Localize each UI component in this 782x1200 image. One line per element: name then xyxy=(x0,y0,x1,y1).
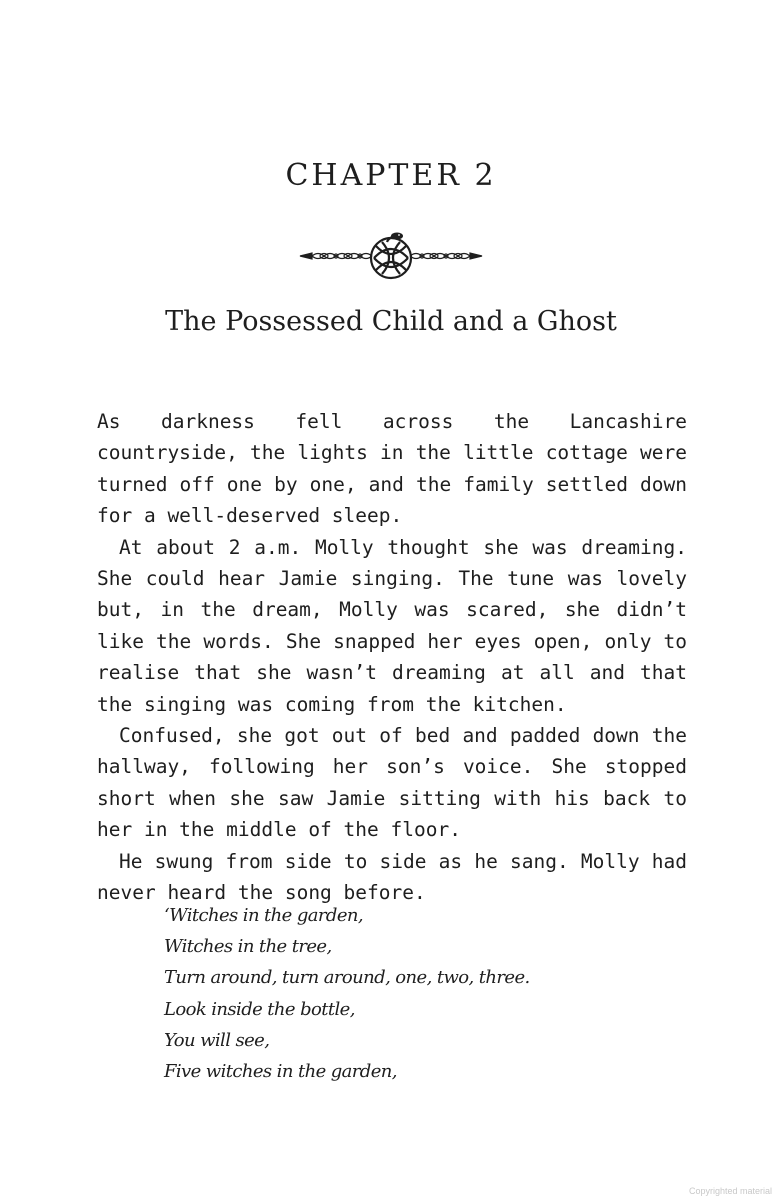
paragraph: As darkness fell across the Lancashire countryside, the lights in the little cottage were turned off one by one, and the family settled down for a well-deserved sleep. xyxy=(97,410,687,528)
chapter-body xyxy=(97,406,687,909)
song-verse xyxy=(164,900,684,1087)
copyright-watermark: Copyrighted material xyxy=(688,1186,772,1196)
verse-line: ‘Witches in the garden, xyxy=(164,905,364,926)
verse-line: Look inside the bottle, xyxy=(164,998,355,1020)
paragraph: At about 2 a.m. Molly thought she was dreaming. She could hear Jamie singing. The tune was lovely but, in the dream, Molly was scared, she didn’t like the words. She snapped her eyes open, only to realise that she wasn’t dreaming at all and that the singing was coming from the kitchen. xyxy=(97,535,687,716)
chapter-number: CHAPTER 2 xyxy=(285,158,497,193)
verse-line: Witches in the tree, xyxy=(164,936,332,958)
verse-line: Five witches in the garden, xyxy=(164,1061,397,1083)
celtic-knot-ornament-icon xyxy=(296,228,486,284)
paragraph: He swung from side to side as he sang. Molly had never heard the song before. xyxy=(97,849,687,905)
verse-line: You will see, xyxy=(164,1029,270,1051)
chapter-title: The Possessed Child and a Ghost xyxy=(165,306,617,337)
verse-line: Turn around, turn around, one, two, three. xyxy=(164,967,530,989)
paragraph: Confused, she got out of bed and padded down the hallway, following her son’s voice. She stopped short when she saw Jamie sitting with his back to her in the middle of the floor. xyxy=(97,724,687,842)
